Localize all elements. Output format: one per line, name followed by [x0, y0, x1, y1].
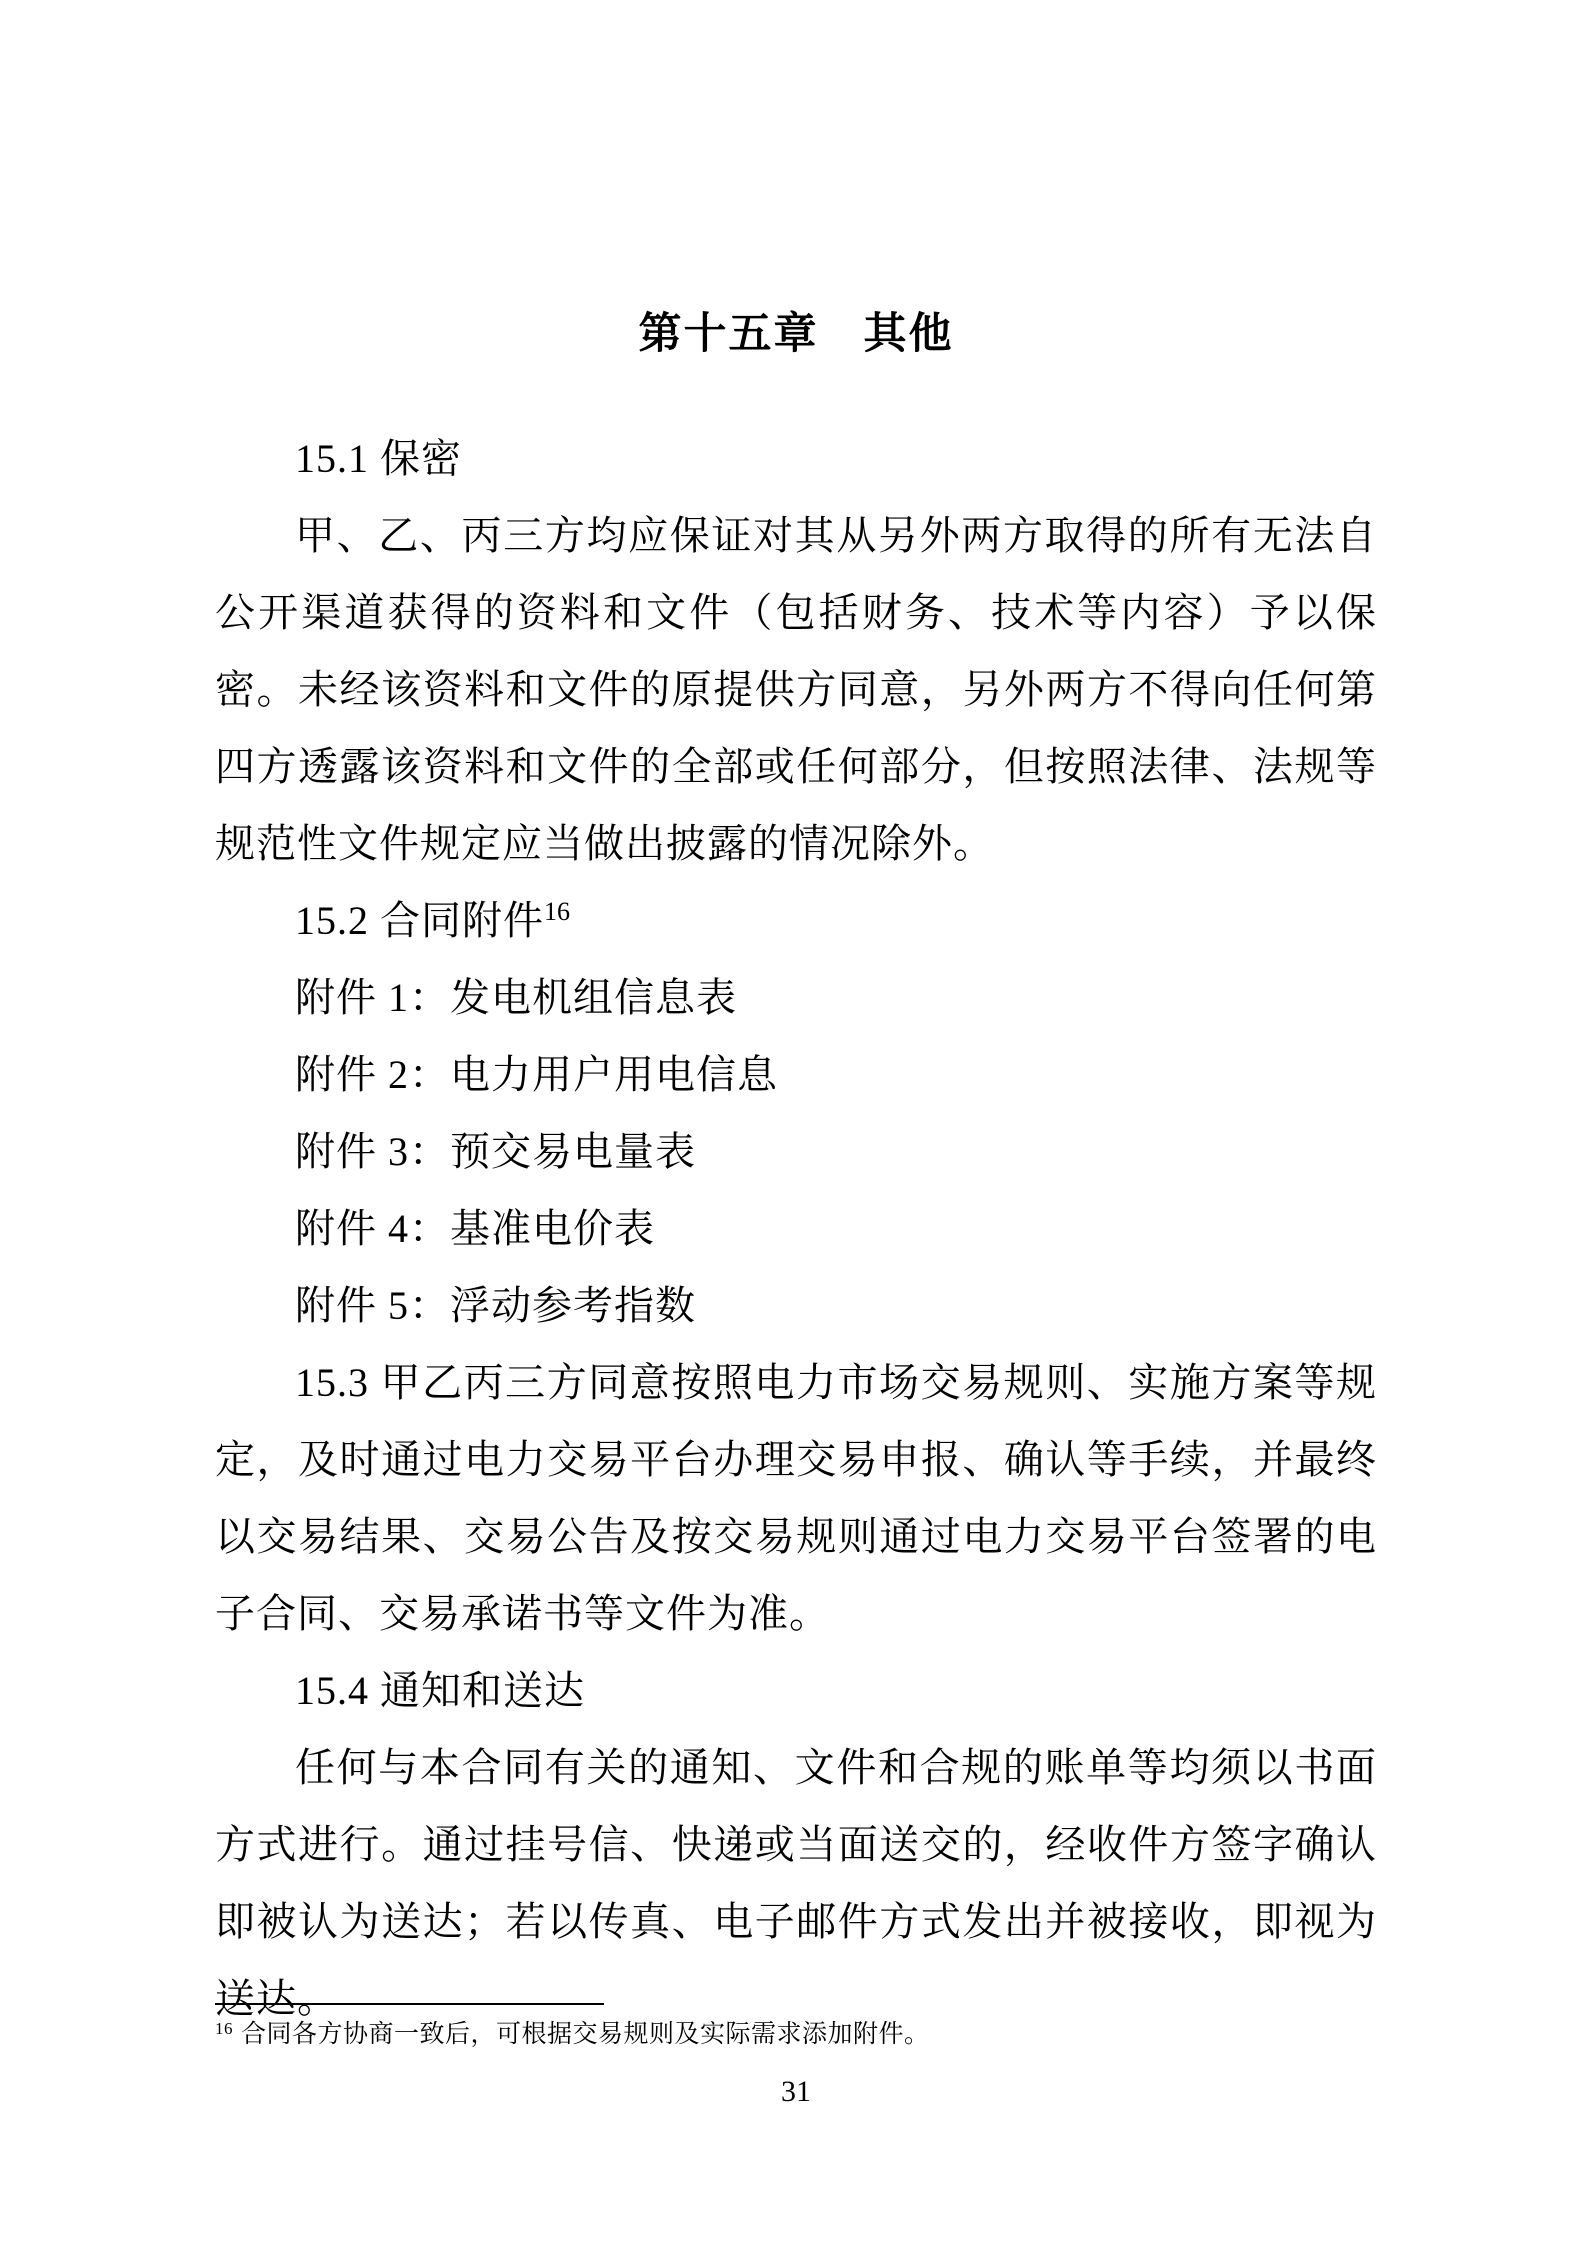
- attachment-item-1: 附件 1：发电机组信息表: [295, 975, 737, 1020]
- section-heading-15-2-text: 15.2 合同附件: [295, 898, 544, 943]
- footnote-reference-16: 16: [544, 896, 570, 926]
- section-heading-15-4: 15.4 通知和送达: [295, 1668, 585, 1713]
- section-heading-15-1: 15.1 保密: [295, 436, 462, 481]
- section-heading-15-2: [215, 882, 1377, 959]
- paragraph-confidentiality: 甲、乙、丙三方均应保证对其从另外两方取得的所有无法自公开渠道获得的资料和文件（包括财务、技术等内容）予以保密。未经该资料和文件的原提供方同意，另外两方不得向任何第四方透露该资料和文件的全部或任何部分，但按照法律、法规等规范性文件规定应当做出披露的情况除外。: [215, 513, 1377, 866]
- footnote: [215, 2016, 1115, 2054]
- footnote-text: 合同各方协商一致后，可根据交易规则及实际需求添加附件。: [241, 2021, 930, 2048]
- attachment-item-2: 附件 2：电力用户用电信息: [295, 1052, 778, 1097]
- chapter-title: 第十五章 其他: [638, 311, 954, 358]
- paragraph-15-3-trading-platform: 15.3 甲乙丙三方同意按照电力市场交易规则、实施方案等规定，及时通过电力交易平台办理交易申报、确认等手续，并最终以交易结果、交易公告及按交易规则通过电力交易平台签署的电子合同、交易承诺书等文件为准。: [215, 1360, 1377, 1636]
- footnote-separator: [215, 2003, 604, 2005]
- footnote-marker: 16: [215, 2018, 233, 2038]
- paragraph-notices-delivery: 任何与本合同有关的通知、文件和合规的账单等均须以书面方式进行。通过挂号信、快递或当面送交的，经收件方签字确认即被认为送达；若以传真、电子邮件方式发出并被接收，即视为送达。: [215, 1745, 1377, 2021]
- attachment-item-5: 附件 5：浮动参考指数: [295, 1283, 696, 1328]
- document-body: [215, 420, 1377, 2037]
- page-number: 31: [781, 2075, 811, 2108]
- attachment-item-4: 附件 4：基准电价表: [295, 1206, 655, 1251]
- attachment-item-3: 附件 3：预交易电量表: [295, 1129, 696, 1174]
